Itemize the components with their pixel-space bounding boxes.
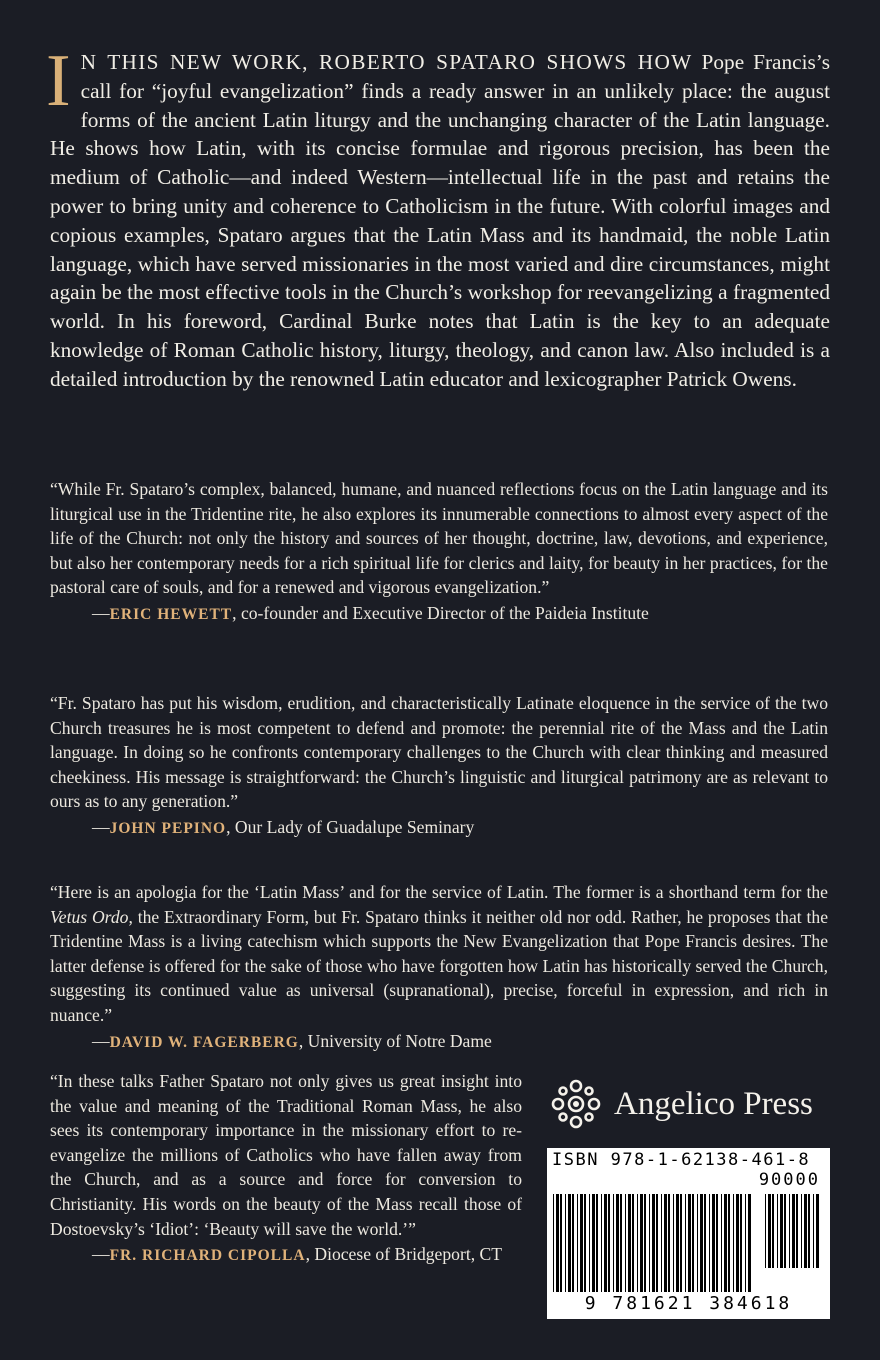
attribution-dash: — (92, 1244, 110, 1265)
endorser-name: DAVID W. FAGERBERG (109, 1033, 299, 1051)
barcode-digits: 9 781621 384618 (584, 1293, 793, 1314)
isbn-number: ISBN 978-1-62138-461-8 (552, 1150, 811, 1170)
description-blurb (46, 40, 830, 394)
endorser-affiliation: , Diocese of Bridgeport, CT (305, 1244, 502, 1265)
blurb-lead: N THIS NEW WORK, ROBERTO SPATARO SHOWS HOW (80, 50, 693, 74)
endorsement-quote (50, 1069, 522, 1269)
quote-text: “Fr. Spataro has put his wisdom, erudition, and characteristically Latinate eloquence in the service of the two Church treasures he is most competent to defend and promote: the perennial rite of the Mass and the Latin language. In doing so he confronts contemporary challenges to the Church with clear thinking and measured cheekiness. His message is straightforward: the Church’s linguistic and liturgical patrimony are as relevant to ours as to any generation.” (50, 693, 828, 812)
quote-italic-term: Vetus Ordo (50, 906, 129, 927)
attribution-dash: — (92, 816, 110, 837)
cross-logo-icon (548, 1076, 604, 1132)
quote-attribution (50, 601, 828, 628)
price-code: 90000 (758, 1170, 820, 1190)
quote-attribution (50, 1029, 828, 1056)
endorser-affiliation: , co-founder and Executive Director of the Paideia Institute (232, 602, 649, 623)
blurb-text: Pope Francis’s call for “joyful evangelization” finds a ready answer in an unlikely place: the august forms of the ancient Latin liturgy and the unchanging character of the Latin language. He shows how Latin, with its concise formulae and rigorous precision, has been the medium of Catholic—and indeed Western—intellectual life in the past and retains the power to bring unity and coherence to Catholicism in the future. With colorful images and copious examples, Spataro argues that the Latin Mass and its handmaid, the noble Latin language, which have served missionaries in the most varied and dire circumstances, might again be the most effective tools in the Church’s workshop for reevangelizing a fragmented world. In his foreword, Cardinal Burke notes that Latin is the key to an adequate knowledge of Roman Catholic history, liturgy, theology, and canon law. Also included is a detailed introduction by the renowned Latin educator and lexicographer Patrick Owens. (50, 50, 830, 391)
quote-text: “In these talks Father Spataro not only gives us great insight into the value and meaning of the Traditional Roman Mass, he also sees its contemporary importance in the missionary effort to re-evangelize the millions of Catholics who have fallen away from the Church, and as a source and force for conversion to Christianity. His words on the beauty of the Mass recall those of Dostoevsky’s ‘Idiot’: ‘Beauty will save the world.’” (50, 1071, 522, 1239)
quote-attribution (50, 815, 828, 842)
endorser-name: FR. RICHARD CIPOLLA (109, 1247, 306, 1265)
attribution-dash: — (92, 602, 110, 623)
endorser-name: ERIC HEWETT (109, 605, 233, 623)
quote-text-end: , the Extraordinary Form, but Fr. Spataro thinks it neither old nor odd. Rather, he proposes that the Tridentine Mass is a living catechism which supports the New Evangelization that Pope Francis desires. The latter defense is offered for the sake of those who have forgotten how Latin has historically served the Church, suggesting its continued value as universal (supranational), precise, forceful in expression, and rich in nuance.” (50, 906, 829, 1025)
endorsement-quote (50, 477, 828, 628)
endorsement-quote (50, 691, 828, 842)
addon-barcode-bars (765, 1194, 825, 1268)
quote-attribution (50, 1242, 522, 1269)
endorser-affiliation: , Our Lady of Guadalupe Seminary (226, 816, 475, 837)
quote-text-start: “Here is an apologia for the ‘Latin Mass’ and for the service of Latin. The former is a shorthand term for the (50, 882, 828, 902)
quote-text: “While Fr. Spataro’s complex, balanced, humane, and nuanced reflections focus on the Latin language and its liturgical use in the Tridentine rite, he also explores its innumerable connections to almost every aspect of the life of the Church: not only the history and sources of her thought, doctrine, law, devotions, and experience, but also her contemporary needs for a rich spiritual life for clerics and laity, for beauty in her practices, for the pastoral care of souls, and for a renewed and vigorous evangelization.” (50, 479, 828, 598)
publisher-mark (548, 1076, 838, 1132)
attribution-dash: — (92, 1030, 110, 1051)
drop-cap: I (46, 40, 71, 122)
ean-barcode-bars (553, 1194, 753, 1292)
publisher-name: Angelico Press (614, 1086, 813, 1122)
endorser-affiliation: , University of Notre Dame (298, 1030, 492, 1051)
endorser-name: JOHN PEPINO (109, 819, 227, 837)
endorsement-quote (50, 880, 828, 1055)
isbn-barcode (547, 1148, 830, 1319)
